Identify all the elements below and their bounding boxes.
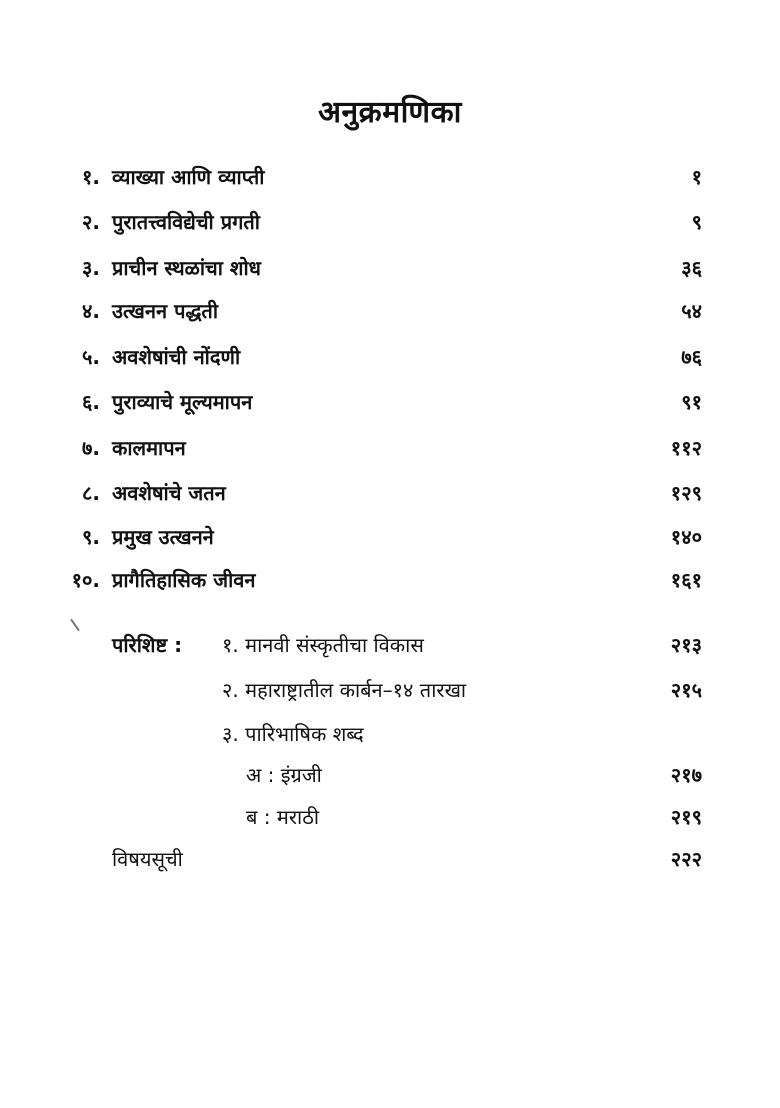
index-label: विषयसूची xyxy=(112,847,183,871)
chapter-number: १०. xyxy=(71,568,100,592)
page-number: १४० xyxy=(670,525,702,549)
toc-entry[interactable] xyxy=(0,160,780,194)
page-number: २२२ xyxy=(670,847,702,871)
chapter-title: प्रमुख उत्खनने xyxy=(112,525,214,549)
chapter-title: प्रागैतिहासिक जीवन xyxy=(112,568,256,592)
chapter-number: ४. xyxy=(82,299,100,323)
chapter-title: पुरातत्त्वविद्येची प्रगती xyxy=(112,210,260,234)
chapter-number: १. xyxy=(82,165,100,189)
chapter-title: प्राचीन स्थळांचा शोध xyxy=(112,256,261,280)
toc-entry[interactable] xyxy=(0,294,780,328)
page-number: १६१ xyxy=(670,568,702,592)
appendix-item-label: ३. पारिभाषिक शब्द xyxy=(222,722,364,746)
index-entry[interactable] xyxy=(0,842,780,876)
chapter-title: पुराव्याचे मूल्यमापन xyxy=(112,390,253,414)
page-number: ९१ xyxy=(681,390,702,414)
chapter-number: ५. xyxy=(82,345,100,369)
appendix-heading: परिशिष्ट : xyxy=(112,633,183,657)
chapter-title: अवशेषांची नोंदणी xyxy=(112,345,241,369)
appendix-entry[interactable] xyxy=(0,628,780,662)
page-title: अनुक्रमणिका xyxy=(318,95,462,130)
toc-entry[interactable] xyxy=(0,476,780,510)
chapter-title: उत्खनन पद्धती xyxy=(112,299,219,323)
page-number: ९ xyxy=(691,210,702,234)
appendix-subentry[interactable] xyxy=(0,800,780,834)
appendix-entry xyxy=(0,717,780,751)
appendix-subitem-label: अ : इंग्रजी xyxy=(246,763,322,787)
appendix-item-label: २. महाराष्ट्रातील कार्बन–१४ तारखा xyxy=(222,678,467,702)
page-number: २१७ xyxy=(670,763,702,787)
toc-entry[interactable] xyxy=(0,251,780,285)
chapter-title: अवशेषांचे जतन xyxy=(112,481,226,505)
page-number: ७६ xyxy=(681,345,702,369)
chapter-number: ७. xyxy=(82,436,100,460)
chapter-number: ३. xyxy=(82,256,100,280)
page-number: २१९ xyxy=(670,805,702,829)
page-number: ५४ xyxy=(681,299,702,323)
toc-entry[interactable] xyxy=(0,385,780,419)
page-number: १२९ xyxy=(670,481,702,505)
chapter-number: २. xyxy=(82,210,100,234)
page-number: २१५ xyxy=(670,678,702,702)
appendix-subitem-label: ब : मराठी xyxy=(246,805,319,829)
page-number: २१३ xyxy=(670,633,702,657)
chapter-title: कालमापन xyxy=(112,436,186,460)
chapter-title: व्याख्या आणि व्याप्ती xyxy=(112,165,265,189)
page-number: ११२ xyxy=(670,436,702,460)
toc-entry[interactable] xyxy=(0,431,780,465)
chapter-number: ९. xyxy=(82,525,100,549)
toc-entry[interactable] xyxy=(0,520,780,554)
page-number: ३६ xyxy=(681,256,702,280)
toc-entry[interactable] xyxy=(0,563,780,597)
page-number: १ xyxy=(691,165,702,189)
appendix-item-label: १. मानवी संस्कृतीचा विकास xyxy=(222,633,424,657)
toc-entry[interactable] xyxy=(0,340,780,374)
toc-entry[interactable] xyxy=(0,205,780,239)
chapter-number: ६. xyxy=(82,390,100,414)
appendix-entry[interactable] xyxy=(0,673,780,707)
appendix-subentry[interactable] xyxy=(0,758,780,792)
chapter-number: ८. xyxy=(82,481,100,505)
